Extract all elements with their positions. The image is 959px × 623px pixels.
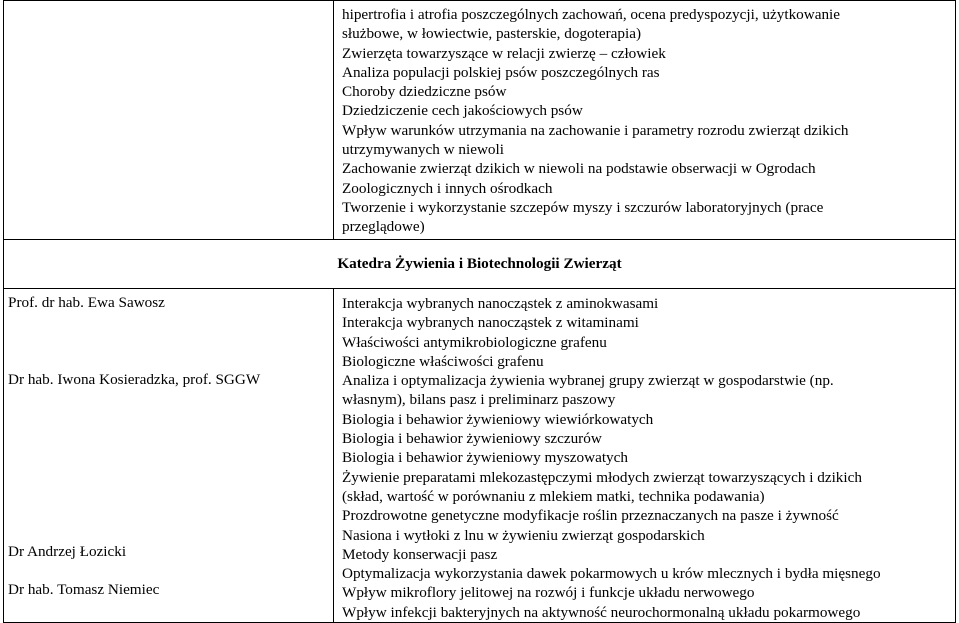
- supervisor-name: Dr hab. Tomasz Niemiec: [8, 581, 160, 598]
- topic-line: hipertrofia i atrofia poszczególnych zachowań, ocena predyspozycji, użytkowanie: [342, 6, 841, 23]
- topic-line: służbowe, w łowiectwie, pasterskie, dogoterapia): [342, 25, 642, 43]
- topic-line: Zwierzęta towarzyszące w relacji zwierzę – człowiek: [342, 44, 666, 62]
- top-row: [4, 1, 956, 240]
- topic-line: Biologia i behawior żywieniowy szczurów: [342, 430, 602, 448]
- topic-line: Interakcja wybranych nanocząstek z witaminami: [342, 314, 639, 332]
- topic-line: Metody konserwacji pasz: [342, 545, 498, 563]
- topic-line: Zoologicznych i innych ośrodkach: [342, 179, 553, 197]
- top-left-cell: [4, 1, 334, 240]
- topic-line: Nasiona i wytłoki z lnu w żywieniu zwierząt gospodarskich: [342, 526, 705, 544]
- topic-line: Interakcja wybranych nanocząstek z aminokwasami: [342, 295, 659, 312]
- supervisor-name: Prof. dr hab. Ewa Sawosz: [8, 294, 165, 311]
- supervisor-name: Dr Andrzej Łozicki: [8, 543, 127, 560]
- topic-line: Biologia i behawior żywieniowy wiewiórkowatych: [342, 410, 654, 428]
- topic-line: Żywienie preparatami mlekozastępczymi młodych zwierząt towarzyszących i dzikich: [342, 468, 862, 486]
- topic-line: Biologia i behawior żywieniowy myszowatych: [342, 449, 628, 467]
- topic-line: Analiza i optymalizacja żywienia wybranej grupy zwierząt w gospodarstwie (np.: [342, 372, 834, 390]
- topic-line: Analiza populacji polskiej psów poszczególnych ras: [342, 63, 660, 81]
- department-header-row: [4, 240, 956, 289]
- topic-line: Wpływ warunków utrzymania na zachowanie i parametry rozrodu zwierząt dzikich: [342, 121, 849, 139]
- department-topics-row: [4, 289, 956, 623]
- supervisor-name: Dr hab. Iwona Kosieradzka, prof. SGGW: [8, 371, 261, 388]
- topic-line: (skład, wartość w porównaniu z mlekiem matki, technika podawania): [342, 487, 765, 505]
- top-topics-cell: [334, 1, 956, 240]
- topic-line: Wpływ infekcji bakteryjnych na aktywność neurochormonalną układu pokarmowego: [342, 603, 861, 621]
- topic-line: Wpływ mikroflory jelitowej na rozwój i funkcje układu nerwowego: [342, 584, 755, 602]
- topic-line: własnym), bilans pasz i preliminarz paszowy: [342, 391, 616, 409]
- department-topics-cell: [334, 289, 956, 623]
- topic-line: Dziedziczenie cech jakościowych psów: [342, 102, 583, 120]
- topic-line: Biologiczne właściwości grafenu: [342, 352, 544, 370]
- topic-line: Tworzenie i wykorzystanie szczepów myszy i szczurów laboratoryjnych (prace: [342, 198, 824, 216]
- thesis-topics-table: [3, 0, 956, 623]
- topic-line: utrzymywanych w niewoli: [342, 141, 504, 159]
- topic-line: Choroby dziedziczne psów: [342, 83, 507, 101]
- supervisors-cell: [4, 289, 334, 623]
- topic-line: przeglądowe): [342, 218, 425, 236]
- topic-line: Optymalizacja wykorzystania dawek pokarmowych u krów mlecznych i bydła mięsnego: [342, 565, 881, 583]
- topic-line: Właściwości antymikrobiologiczne grafenu: [342, 333, 607, 351]
- topic-line: Zachowanie zwierząt dzikich w niewoli na podstawie obserwacji w Ogrodach: [342, 160, 816, 178]
- topic-line: Prozdrowotne genetyczne modyfikacje roślin przeznaczanych na pasze i żywność: [342, 507, 839, 525]
- department-title: Katedra Żywienia i Biotechnologii Zwierząt: [4, 240, 956, 289]
